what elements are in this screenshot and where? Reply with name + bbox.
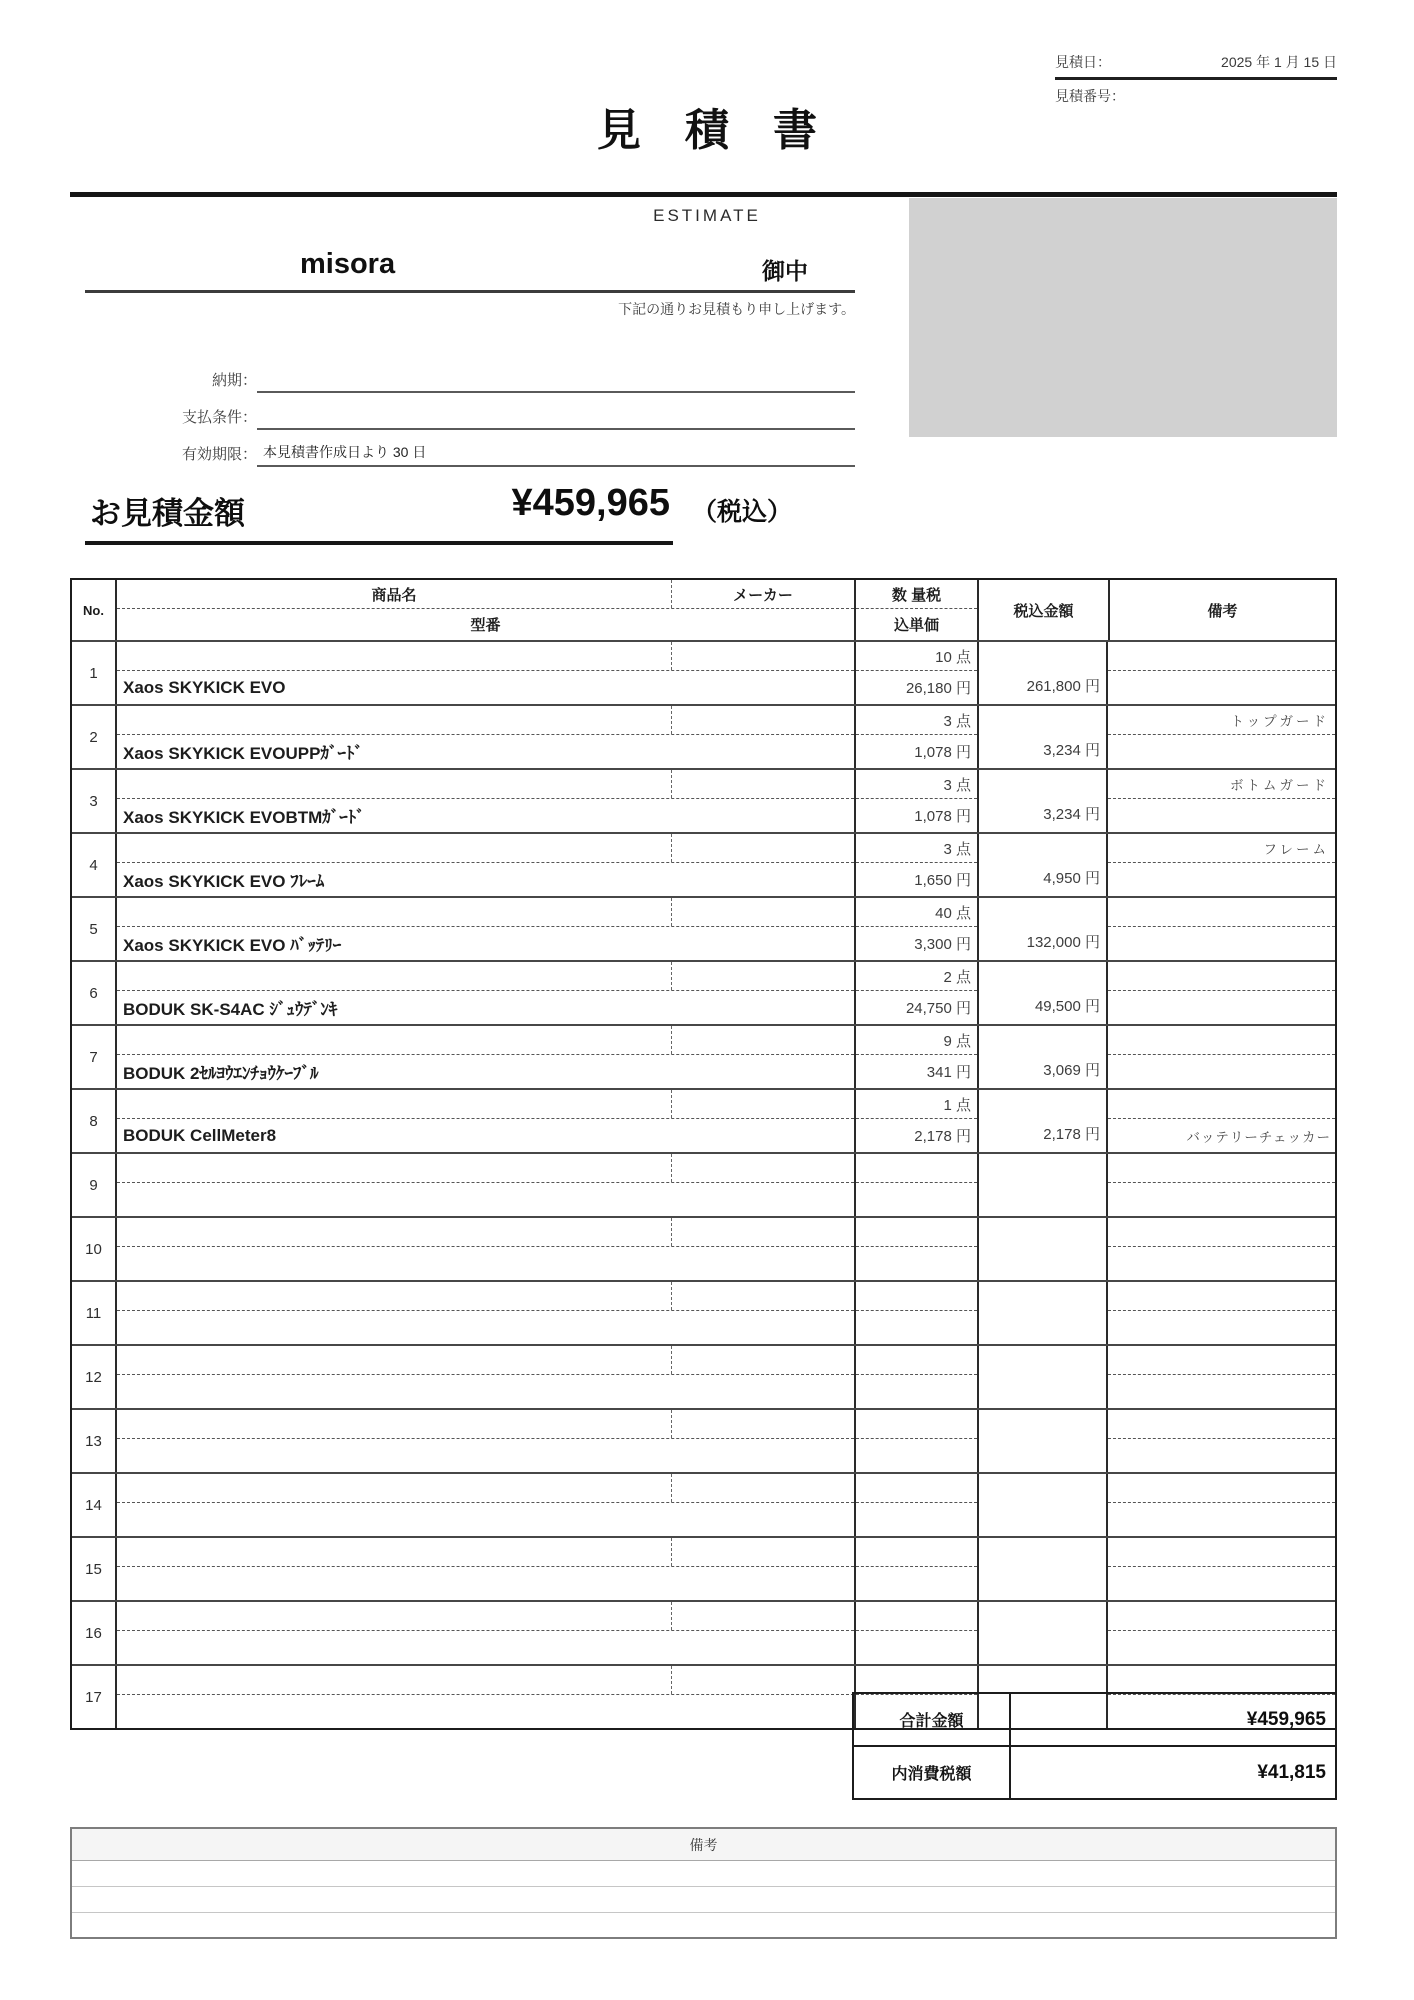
row-unit-price	[856, 1375, 977, 1408]
row-remark-bottom: バッテリーチェッカー	[1186, 1129, 1331, 1145]
row-number: 1	[89, 664, 98, 682]
row-maker-cell	[671, 834, 854, 862]
table-row	[72, 1152, 1335, 1216]
header-no: No.	[83, 602, 104, 618]
row-product-top	[117, 1090, 854, 1119]
row-product-spacer	[117, 1218, 671, 1246]
row-maker-cell	[671, 1538, 854, 1566]
customer-name: misora	[300, 248, 396, 280]
row-quantity: 10 点	[856, 642, 977, 671]
row-amount	[977, 1602, 1106, 1664]
row-product-top	[117, 962, 854, 991]
estimate-total-underline	[85, 541, 673, 545]
row-product-group	[115, 706, 854, 768]
table-row	[72, 1408, 1335, 1472]
row-remark-top: ボトムガード	[1108, 770, 1335, 799]
quote-number-label: 見積番号：	[1055, 88, 1125, 104]
quote-date-label: 見積日：	[1055, 54, 1111, 70]
row-unit-price	[856, 1247, 977, 1280]
greeting-text: 下記の通りお見積もり申し上げます。	[618, 301, 855, 317]
row-product-name	[117, 1503, 854, 1536]
row-maker-cell	[671, 642, 854, 670]
row-product-spacer	[117, 1666, 671, 1694]
row-product-top	[117, 1282, 854, 1311]
row-product-group	[115, 1538, 854, 1600]
estimate-total-tax-note: （税込）	[692, 498, 793, 526]
customer-underline	[85, 290, 855, 293]
document-title: 見 積 書	[597, 106, 817, 155]
row-product-spacer	[117, 1026, 671, 1054]
row-number: 17	[85, 1688, 102, 1706]
row-product-top	[117, 1538, 854, 1567]
row-number: 8	[89, 1112, 98, 1130]
row-product-spacer	[117, 1410, 671, 1438]
row-qty-price	[854, 706, 977, 768]
row-amount: 49,500 円	[977, 962, 1106, 1024]
header-qty-price	[854, 580, 977, 640]
row-product-group	[115, 770, 854, 832]
row-unit-price	[856, 1631, 977, 1664]
table-row	[72, 1024, 1335, 1088]
term-label: 納期：	[211, 372, 257, 389]
row-remark-top	[1108, 1026, 1335, 1055]
row-product-group	[115, 1474, 854, 1536]
row-remark-bottom	[1108, 927, 1335, 960]
header-maker: メーカー	[671, 580, 854, 608]
row-maker-cell	[671, 1218, 854, 1246]
row-qty-price	[854, 1346, 977, 1408]
row-maker-cell	[671, 1602, 854, 1630]
row-maker-cell	[671, 898, 854, 926]
row-maker-cell	[671, 1346, 854, 1374]
estimate-total-label: お見積金額	[90, 496, 245, 531]
row-unit-price: 2,178 円	[914, 1128, 971, 1145]
row-quantity	[856, 1538, 977, 1567]
row-remark-top	[1108, 1474, 1335, 1503]
row-product-top	[117, 706, 854, 735]
row-amount	[977, 1218, 1106, 1280]
header-product-group	[115, 580, 854, 640]
header-amount: 税込金額	[977, 580, 1108, 640]
row-qty-price	[854, 1026, 977, 1088]
notes-line	[72, 1861, 1335, 1887]
row-product-name	[117, 1439, 854, 1472]
term-row-payment	[85, 393, 855, 430]
row-product-name: Xaos SKYKICK EVO ﾌﾚｰﾑ	[123, 872, 325, 891]
quote-date-value: 2025 年 1 月 15 日	[1221, 54, 1337, 70]
row-amount: 3,234 円	[977, 706, 1106, 768]
row-product-spacer	[117, 642, 671, 670]
row-product-spacer	[117, 770, 671, 798]
customer-honorific: 御中	[762, 258, 808, 284]
table-row	[72, 960, 1335, 1024]
row-quantity	[856, 1602, 977, 1631]
row-qty-price	[854, 1090, 977, 1152]
row-amount	[977, 1410, 1106, 1472]
row-product-group	[115, 642, 854, 704]
quote-date-row	[1055, 52, 1337, 80]
row-amount	[977, 1154, 1106, 1216]
row-qty-price	[854, 642, 977, 704]
row-product-group	[115, 1218, 854, 1280]
row-number: 3	[89, 792, 98, 810]
items-table	[70, 578, 1337, 1730]
row-product-group	[115, 1666, 854, 1728]
row-remarks	[1106, 1538, 1335, 1600]
row-product-name	[117, 1375, 854, 1408]
row-remark-top	[1108, 1410, 1335, 1439]
term-row-validity	[85, 430, 855, 467]
row-remark-bottom	[1108, 1311, 1335, 1344]
row-maker-cell	[671, 706, 854, 734]
row-qty-price	[854, 1538, 977, 1600]
row-remarks	[1106, 1474, 1335, 1536]
row-amount: 132,000 円	[977, 898, 1106, 960]
row-qty-price	[854, 1218, 977, 1280]
row-product-group	[115, 834, 854, 896]
row-remark-bottom	[1108, 1183, 1335, 1216]
row-maker-cell	[671, 1282, 854, 1310]
row-remarks	[1106, 706, 1335, 768]
row-remark-bottom	[1108, 863, 1335, 896]
row-remarks	[1106, 1026, 1335, 1088]
row-amount	[977, 1474, 1106, 1536]
row-maker-cell	[671, 1410, 854, 1438]
row-remarks	[1106, 642, 1335, 704]
row-number: 13	[85, 1432, 102, 1450]
term-value	[257, 425, 855, 430]
row-product-spacer	[117, 1474, 671, 1502]
row-remark-bottom	[1108, 799, 1335, 832]
row-qty-price	[854, 1282, 977, 1344]
row-qty-price	[854, 1474, 977, 1536]
row-quantity	[856, 1282, 977, 1311]
header-qty-line1: 数 量税	[856, 580, 977, 609]
grand-total-value: ¥459,965	[1246, 1708, 1326, 1730]
table-body	[72, 640, 1335, 1728]
tax-total-label: 内消費税額	[854, 1747, 1011, 1798]
row-unit-price	[856, 1567, 977, 1600]
header-product: 商品名	[371, 586, 417, 604]
table-row	[72, 1344, 1335, 1408]
row-remark-top	[1108, 1282, 1335, 1311]
row-product-group	[115, 962, 854, 1024]
row-remarks	[1106, 1602, 1335, 1664]
row-product-top	[117, 1602, 854, 1631]
grand-total-label: 合計金額	[854, 1694, 1011, 1745]
table-row	[72, 1600, 1335, 1664]
row-remark-top: トップガード	[1108, 706, 1335, 735]
table-row	[72, 1472, 1335, 1536]
table-header	[72, 580, 1335, 640]
table-row	[72, 1088, 1335, 1152]
row-product-top	[117, 834, 854, 863]
row-remark-top: フレーム	[1108, 834, 1335, 863]
row-qty-price	[854, 898, 977, 960]
header-qty-line2: 込単価	[893, 617, 939, 634]
term-value: 本見積書作成日より 30 日	[257, 442, 855, 467]
notes-label: 備考	[72, 1829, 1335, 1861]
row-product-top	[117, 1474, 854, 1503]
row-remark-bottom	[1108, 1247, 1335, 1280]
row-product-spacer	[117, 898, 671, 926]
row-product-name: Xaos SKYKICK EVOUPPｶﾞｰﾄﾞ	[123, 744, 363, 763]
header-product-top	[117, 580, 854, 609]
row-product-top	[117, 770, 854, 799]
row-unit-price: 24,750 円	[905, 1000, 971, 1017]
tax-total-value: ¥41,815	[1257, 1761, 1326, 1783]
row-remarks	[1106, 834, 1335, 896]
row-unit-price: 3,300 円	[914, 936, 971, 953]
notes-box	[70, 1827, 1337, 1939]
row-remarks	[1106, 1346, 1335, 1408]
row-unit-price: 1,078 円	[914, 744, 971, 761]
row-product-group	[115, 1410, 854, 1472]
row-remark-top	[1108, 1666, 1335, 1695]
row-remark-bottom	[1108, 1375, 1335, 1408]
row-remark-bottom	[1108, 735, 1335, 768]
term-label: 有効期限：	[181, 446, 257, 463]
row-maker-cell	[671, 770, 854, 798]
row-remarks	[1106, 770, 1335, 832]
row-product-top	[117, 1154, 854, 1183]
row-remark-top	[1108, 1218, 1335, 1247]
row-product-spacer	[117, 1538, 671, 1566]
row-product-name	[117, 1567, 854, 1600]
row-product-group	[115, 1602, 854, 1664]
row-quantity: 9 点	[856, 1026, 977, 1055]
row-remark-top	[1108, 1602, 1335, 1631]
row-remarks	[1106, 962, 1335, 1024]
row-amount	[977, 1346, 1106, 1408]
row-amount: 4,950 円	[977, 834, 1106, 896]
row-quantity: 3 点	[856, 770, 977, 799]
row-product-name	[117, 1247, 854, 1280]
title-rule	[70, 192, 1337, 197]
row-qty-price	[854, 962, 977, 1024]
row-remark-bottom	[1108, 991, 1335, 1024]
row-remarks	[1106, 1090, 1335, 1152]
row-product-top	[117, 642, 854, 671]
row-unit-price	[856, 1311, 977, 1344]
notes-line	[72, 1887, 1335, 1913]
row-remark-top	[1108, 1346, 1335, 1375]
row-qty-price	[854, 770, 977, 832]
row-product-name	[117, 1183, 854, 1216]
row-product-group	[115, 1282, 854, 1344]
row-unit-price: 26,180 円	[905, 680, 971, 697]
row-quantity	[856, 1666, 977, 1695]
row-number: 15	[85, 1560, 102, 1578]
row-product-group	[115, 1026, 854, 1088]
row-remark-bottom	[1108, 1567, 1335, 1600]
grand-total-row	[854, 1694, 1335, 1745]
row-unit-price: 1,078 円	[914, 808, 971, 825]
row-product-name: Xaos SKYKICK EVO ﾊﾞｯﾃﾘｰ	[123, 936, 342, 955]
tax-total-row	[854, 1745, 1335, 1798]
row-quantity: 1 点	[856, 1090, 977, 1119]
row-unit-price	[856, 1439, 977, 1472]
row-product-name	[117, 1695, 854, 1728]
terms-block	[85, 356, 855, 467]
header-remarks: 備考	[1108, 580, 1335, 640]
row-product-group	[115, 1154, 854, 1216]
row-number: 10	[85, 1240, 102, 1258]
row-product-spacer	[117, 834, 671, 862]
row-number: 5	[89, 920, 98, 938]
row-maker-cell	[671, 962, 854, 990]
document-subtitle: ESTIMATE	[653, 206, 761, 225]
row-product-name: Xaos SKYKICK EVOBTMｶﾞｰﾄﾞ	[123, 808, 365, 827]
table-row	[72, 1536, 1335, 1600]
row-product-name: BODUK CellMeter8	[123, 1125, 277, 1145]
row-quantity	[856, 1410, 977, 1439]
row-quantity	[856, 1218, 977, 1247]
row-remarks	[1106, 1282, 1335, 1344]
row-product-name: Xaos SKYKICK EVO	[123, 677, 286, 697]
row-remark-top	[1108, 962, 1335, 991]
row-number: 16	[85, 1624, 102, 1642]
row-quantity: 2 点	[856, 962, 977, 991]
row-product-spacer	[117, 1154, 671, 1182]
row-remark-bottom	[1108, 671, 1335, 704]
row-number: 6	[89, 984, 98, 1002]
row-number: 2	[89, 728, 98, 746]
row-product-spacer	[117, 1090, 671, 1118]
row-number: 12	[85, 1368, 102, 1386]
row-number: 4	[89, 856, 98, 874]
table-row	[72, 768, 1335, 832]
row-product-group	[115, 1090, 854, 1152]
row-remarks	[1106, 1410, 1335, 1472]
row-remark-top	[1108, 1538, 1335, 1567]
totals-block	[852, 1692, 1337, 1800]
row-remarks	[1106, 898, 1335, 960]
table-row	[72, 832, 1335, 896]
row-quantity: 3 点	[856, 706, 977, 735]
row-amount	[977, 1538, 1106, 1600]
header-model: 型番	[470, 617, 501, 634]
row-number: 9	[89, 1176, 98, 1194]
table-row	[72, 896, 1335, 960]
row-remark-top	[1108, 1154, 1335, 1183]
row-quantity	[856, 1154, 977, 1183]
row-maker-cell	[671, 1666, 854, 1694]
row-product-top	[117, 1346, 854, 1375]
row-number: 7	[89, 1048, 98, 1066]
row-product-top	[117, 1026, 854, 1055]
row-quantity: 3 点	[856, 834, 977, 863]
row-product-spacer	[117, 1282, 671, 1310]
row-product-top	[117, 898, 854, 927]
row-product-top	[117, 1218, 854, 1247]
row-product-name: BODUK 2ｾﾙﾖｳｴﾝﾁｮｳｹｰﾌﾞﾙ	[123, 1064, 319, 1083]
row-product-top	[117, 1666, 854, 1695]
row-product-name: BODUK SK-S4AC ｼﾞｭｳﾃﾞﾝｷ	[123, 1000, 338, 1019]
table-row	[72, 1280, 1335, 1344]
term-label: 支払条件：	[181, 409, 257, 426]
term-row-delivery	[85, 356, 855, 393]
row-product-spacer	[117, 1346, 671, 1374]
row-maker-cell	[671, 1154, 854, 1182]
table-row	[72, 640, 1335, 704]
row-product-top	[117, 1410, 854, 1439]
row-remark-bottom	[1108, 1631, 1335, 1664]
row-remark-top	[1108, 1090, 1335, 1119]
row-unit-price	[856, 1183, 977, 1216]
row-maker-cell	[671, 1026, 854, 1054]
row-remarks	[1106, 1218, 1335, 1280]
notes-line	[72, 1913, 1335, 1939]
row-product-spacer	[117, 706, 671, 734]
row-remarks	[1106, 1154, 1335, 1216]
row-remark-top	[1108, 642, 1335, 671]
row-maker-cell	[671, 1090, 854, 1118]
estimate-total-amount: ¥459,965	[511, 482, 670, 524]
company-stamp-area	[909, 198, 1337, 437]
row-product-name	[117, 1631, 854, 1664]
table-row	[72, 704, 1335, 768]
row-unit-price: 1,650 円	[914, 872, 971, 889]
row-product-group	[115, 1346, 854, 1408]
row-qty-price	[854, 834, 977, 896]
row-remark-bottom	[1108, 1055, 1335, 1088]
row-quantity	[856, 1346, 977, 1375]
row-amount: 3,069 円	[977, 1026, 1106, 1088]
row-unit-price: 341 円	[926, 1064, 971, 1081]
row-product-spacer	[117, 962, 671, 990]
table-row	[72, 1216, 1335, 1280]
row-remark-bottom	[1108, 1439, 1335, 1472]
row-product-name	[117, 1311, 854, 1344]
row-product-group	[115, 898, 854, 960]
row-maker-cell	[671, 1474, 854, 1502]
term-value	[257, 388, 855, 393]
row-amount: 3,234 円	[977, 770, 1106, 832]
row-qty-price	[854, 1602, 977, 1664]
row-unit-price	[856, 1503, 977, 1536]
row-quantity: 40 点	[856, 898, 977, 927]
row-qty-price	[854, 1154, 977, 1216]
row-product-spacer	[117, 1602, 671, 1630]
row-amount	[977, 1282, 1106, 1344]
row-qty-price	[854, 1410, 977, 1472]
row-quantity	[856, 1474, 977, 1503]
row-amount: 261,800 円	[977, 642, 1106, 704]
row-remark-bottom	[1108, 1503, 1335, 1536]
row-number: 11	[85, 1304, 102, 1322]
row-amount: 2,178 円	[977, 1090, 1106, 1152]
row-number: 14	[85, 1496, 102, 1514]
row-remark-top	[1108, 898, 1335, 927]
